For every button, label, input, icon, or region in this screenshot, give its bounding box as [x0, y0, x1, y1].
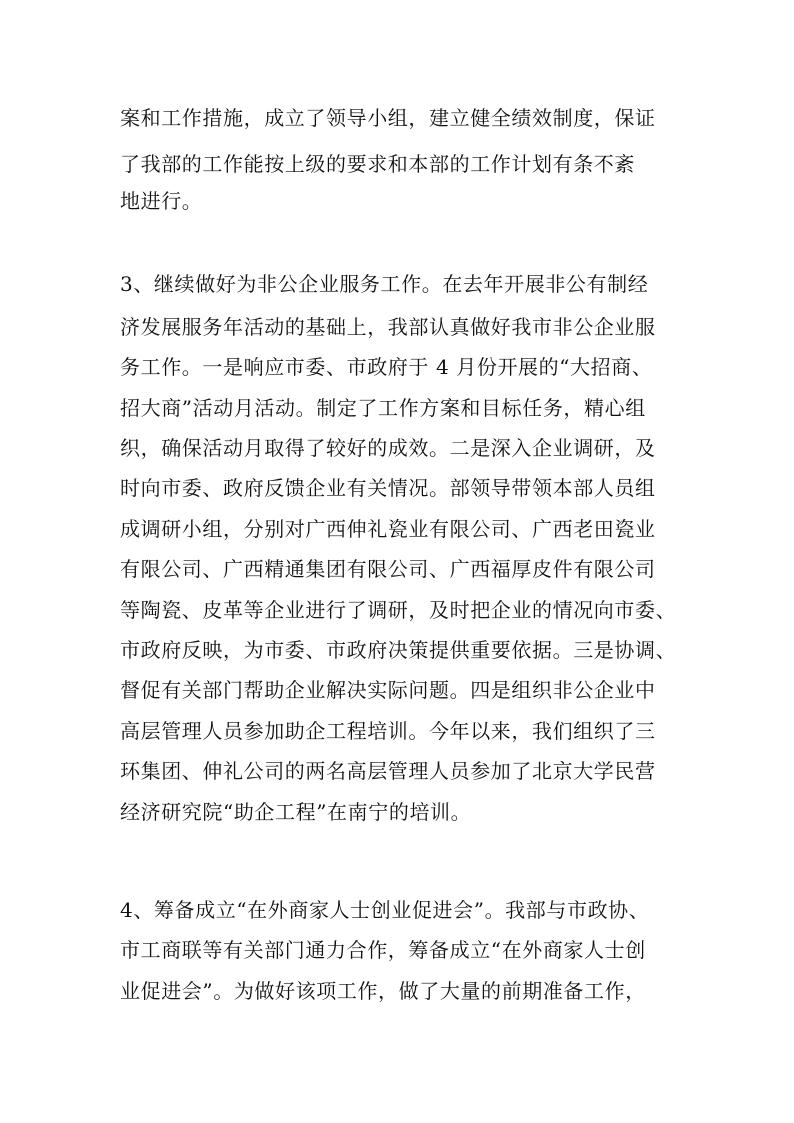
paragraph-1-line-3: 地进行。 [120, 189, 203, 213]
paragraph-3-line-2: 市工商联等有关部门通力合作，筹备成立“在外商家人士创 [120, 938, 646, 962]
paragraph-3-line-3: 业促进会”。为做好该项工作，做了大量的前期准备工作， [120, 979, 646, 1003]
paragraph-2-line-10: 市政府反映，为市委、市政府决策提供重要依据。三是协调、 [120, 638, 677, 662]
paragraph-2-line-3: 务工作。一是响应市委、市政府于 4 月份开展的“大招商、 [120, 355, 653, 379]
paragraph-2-line-11: 督促有关部门帮助企业解决实际问题。四是组织非公企业中 [120, 678, 656, 702]
paragraph-2-line-1: 3、继续做好为非公企业服务工作。在去年开展非公有制经 [120, 272, 649, 296]
paragraph-2-line-6: 时向市委、政府反馈企业有关情况。部领导带领本部人员组 [120, 476, 656, 500]
paragraph-2-line-9: 等陶瓷、皮革等企业进行了调研，及时把企业的情况向市委、 [120, 598, 677, 622]
paragraph-1-line-2: 了我部的工作能按上级的要求和本部的工作计划有条不紊 [120, 152, 635, 176]
paragraph-2-line-5: 织，确保活动月取得了较好的成效。二是深入企业调研，及 [120, 436, 656, 460]
paragraph-1-line-1: 案和工作措施，成立了领导小组，建立健全绩效制度，保证 [120, 106, 656, 130]
paragraph-2-line-12: 高层管理人员参加助企工程培训。今年以来，我们组织了三 [120, 719, 656, 743]
paragraph-2-line-13: 环集团、伸礼公司的两名高层管理人员参加了北京大学民营 [120, 759, 656, 783]
paragraph-2-line-7: 成调研小组，分别对广西伸礼瓷业有限公司、广西老田瓷业 [120, 517, 656, 541]
paragraph-2-line-2: 济发展服务年活动的基础上，我部认真做好我市非公企业服 [120, 315, 656, 339]
paragraph-3-line-1: 4、筹备成立“在外商家人士创业促进会”。我部与市政协、 [120, 898, 650, 922]
paragraph-2-line-4: 招大商”活动月活动。制定了工作方案和目标任务，精心组 [120, 396, 646, 420]
paragraph-2-line-14: 经济研究院“助企工程”在南宁的培训。 [120, 800, 472, 824]
paragraph-2-line-8: 有限公司、广西精通集团有限公司、广西福厚皮件有限公司 [120, 557, 656, 581]
